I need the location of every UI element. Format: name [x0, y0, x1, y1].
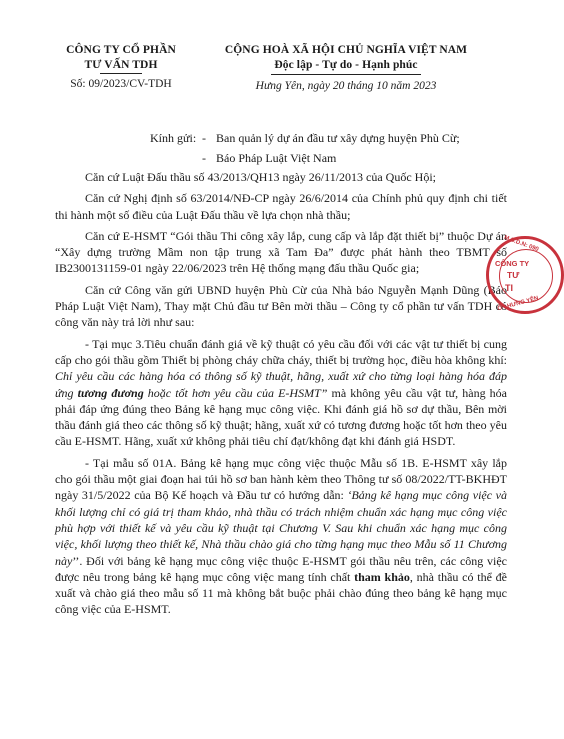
document-body [55, 169, 507, 623]
header-organization [46, 43, 196, 92]
motto-underline [271, 74, 421, 75]
recipients-label: Kính gửi: [150, 131, 197, 145]
place-date: Hưng Yên, ngày 20 tháng 10 năm 2023 [255, 80, 437, 92]
document-number: Số: 09/2023/CV-TDH [70, 78, 172, 90]
paragraph-bill-of-quantities: - Tại mẫu số 01A. Bảng kê hạng mục công việc thuộc Mẫu số 1B. E-HSMT xây lắp cho gói thầu một giai đoạn hai túi hồ sơ ban hành kèm theo Thông tư số 08/2022/TT-BKHĐT ngày 31/5/2022 của Bộ Kế hoạch và Đầu tư có hướng dẫn: ‘Bảng kê hạng mục công việc và khối lượng chỉ có giá trị tham khảo, nhà thầu có trách nhiệm chuẩn xác hạng mục công việc phù hợp với thiết kế và yêu cầu kỹ thuật tại Chương V. Sau khi chuẩn xác hạng mục công việc, khối lượng theo thiết kế, Nhà thầu chào giá cho từng hạng mục theo Mẫu số 11 Chương này’’. Đối với bảng kê hạng mục công việc thuộc E-HSMT gói thầu nêu trên, các công việc được nêu trong bảng kê hạng mục công việc mang tính chất tham khảo, nhà thầu có thể đề xuất và chào giá theo mẫu số 11 mà không bắt buộc phải chào đúng theo bảng kê hạng mục công việc của E-HSMT. [55, 455, 507, 617]
paragraph-technical-criteria: - Tại mục 3.Tiêu chuẩn đánh giá về kỹ thuật có yêu cầu đối với các vật tư thiết bị cung cấp cho gói thầu gồm Thiết bị phòng cháy chữa cháy, thiết bị trường học, điều hòa không khí: Chỉ yêu cầu các hàng hóa có thông số kỹ thuật, hãng, xuất xứ cho từng loại hàng hóa đáp ứng tương đương hoặc tốt hơn yêu cầu của E-HSMT” mà không yêu cầu vật tư, hàng hóa phải đáp ứng đúng theo Bảng kê hạng mục công việc. Khi đánh giá hồ sơ dự thầu, Bên mời thầu đánh giá theo các thông số kỹ thuật; hãng, xuất xứ có tương đương hoặc tốt hơn theo yêu cầu E-HSMT. Hãng, xuất xứ không phải tiêu chí đạt/không đạt khi đánh giá HSDT. [55, 336, 508, 449]
recipients-block [150, 128, 460, 168]
org-underline [100, 73, 142, 74]
header-national [196, 43, 496, 94]
emphasis-equivalent: tương đương [77, 385, 144, 400]
emphasis-reference: tham khảo [354, 569, 410, 584]
paragraph-legal-basis-4: Căn cứ Công văn gửi UBND huyện Phù Cừ của Nhà báo Nguyễn Mạnh Dũng (Báo Pháp Luật Việt Nam), Thay mặt Chủ đầu tư Bên mời thầu – Công ty cổ phần tư vấn TDH có công văn này trả lời như sau: [55, 282, 507, 330]
recipient-dash: - [202, 131, 206, 145]
paragraph-legal-basis-2: Căn cứ Nghị định số 63/2014/NĐ-CP ngày 26/6/2014 của Chính phủ quy định chi tiết thi hành một số điều của Luật Đấu thầu về lựa chọn nhà thầu; [55, 191, 507, 222]
company-stamp: M.S.D.N: 090 CÔNG TY TƯ TI Ô - HƯNG YÊN [486, 236, 564, 314]
recipient-row [150, 148, 460, 168]
recipient-item: Ban quản lý dự án đầu tư xây dựng huyện Phù Cừ; [216, 131, 460, 145]
recipient-dash: - [202, 151, 206, 165]
nation-title: CỘNG HOÀ XÃ HỘI CHỦ NGHĨA VIỆT NAM [224, 44, 468, 56]
recipient-row [150, 128, 460, 148]
paragraph-legal-basis-3: Căn cứ E-HSMT “Gói thầu Thi công xây lắp, cung cấp và lắp đặt thiết bị” thuộc Dự án “Xây dựng trường Mầm non tập trung xã Tam Đa” được phát hành theo TBMT số IB2300131159-01 ngày 22/06/2023 trên Hệ thống mạng đấu thầu Quốc gia; [55, 228, 507, 276]
motto: Độc lập - Tự do - Hạnh phúc [274, 59, 418, 71]
paragraph-legal-basis-1: Căn cứ Luật Đấu thầu số 43/2013/QH13 ngày 26/11/2013 của Quốc Hội; [85, 170, 436, 184]
org-name-line2: TƯ VẤN TDH [84, 59, 158, 71]
org-name-line1: CÔNG TY CỔ PHẦN [66, 44, 176, 56]
recipient-item: Báo Pháp Luật Việt Nam [216, 151, 337, 165]
